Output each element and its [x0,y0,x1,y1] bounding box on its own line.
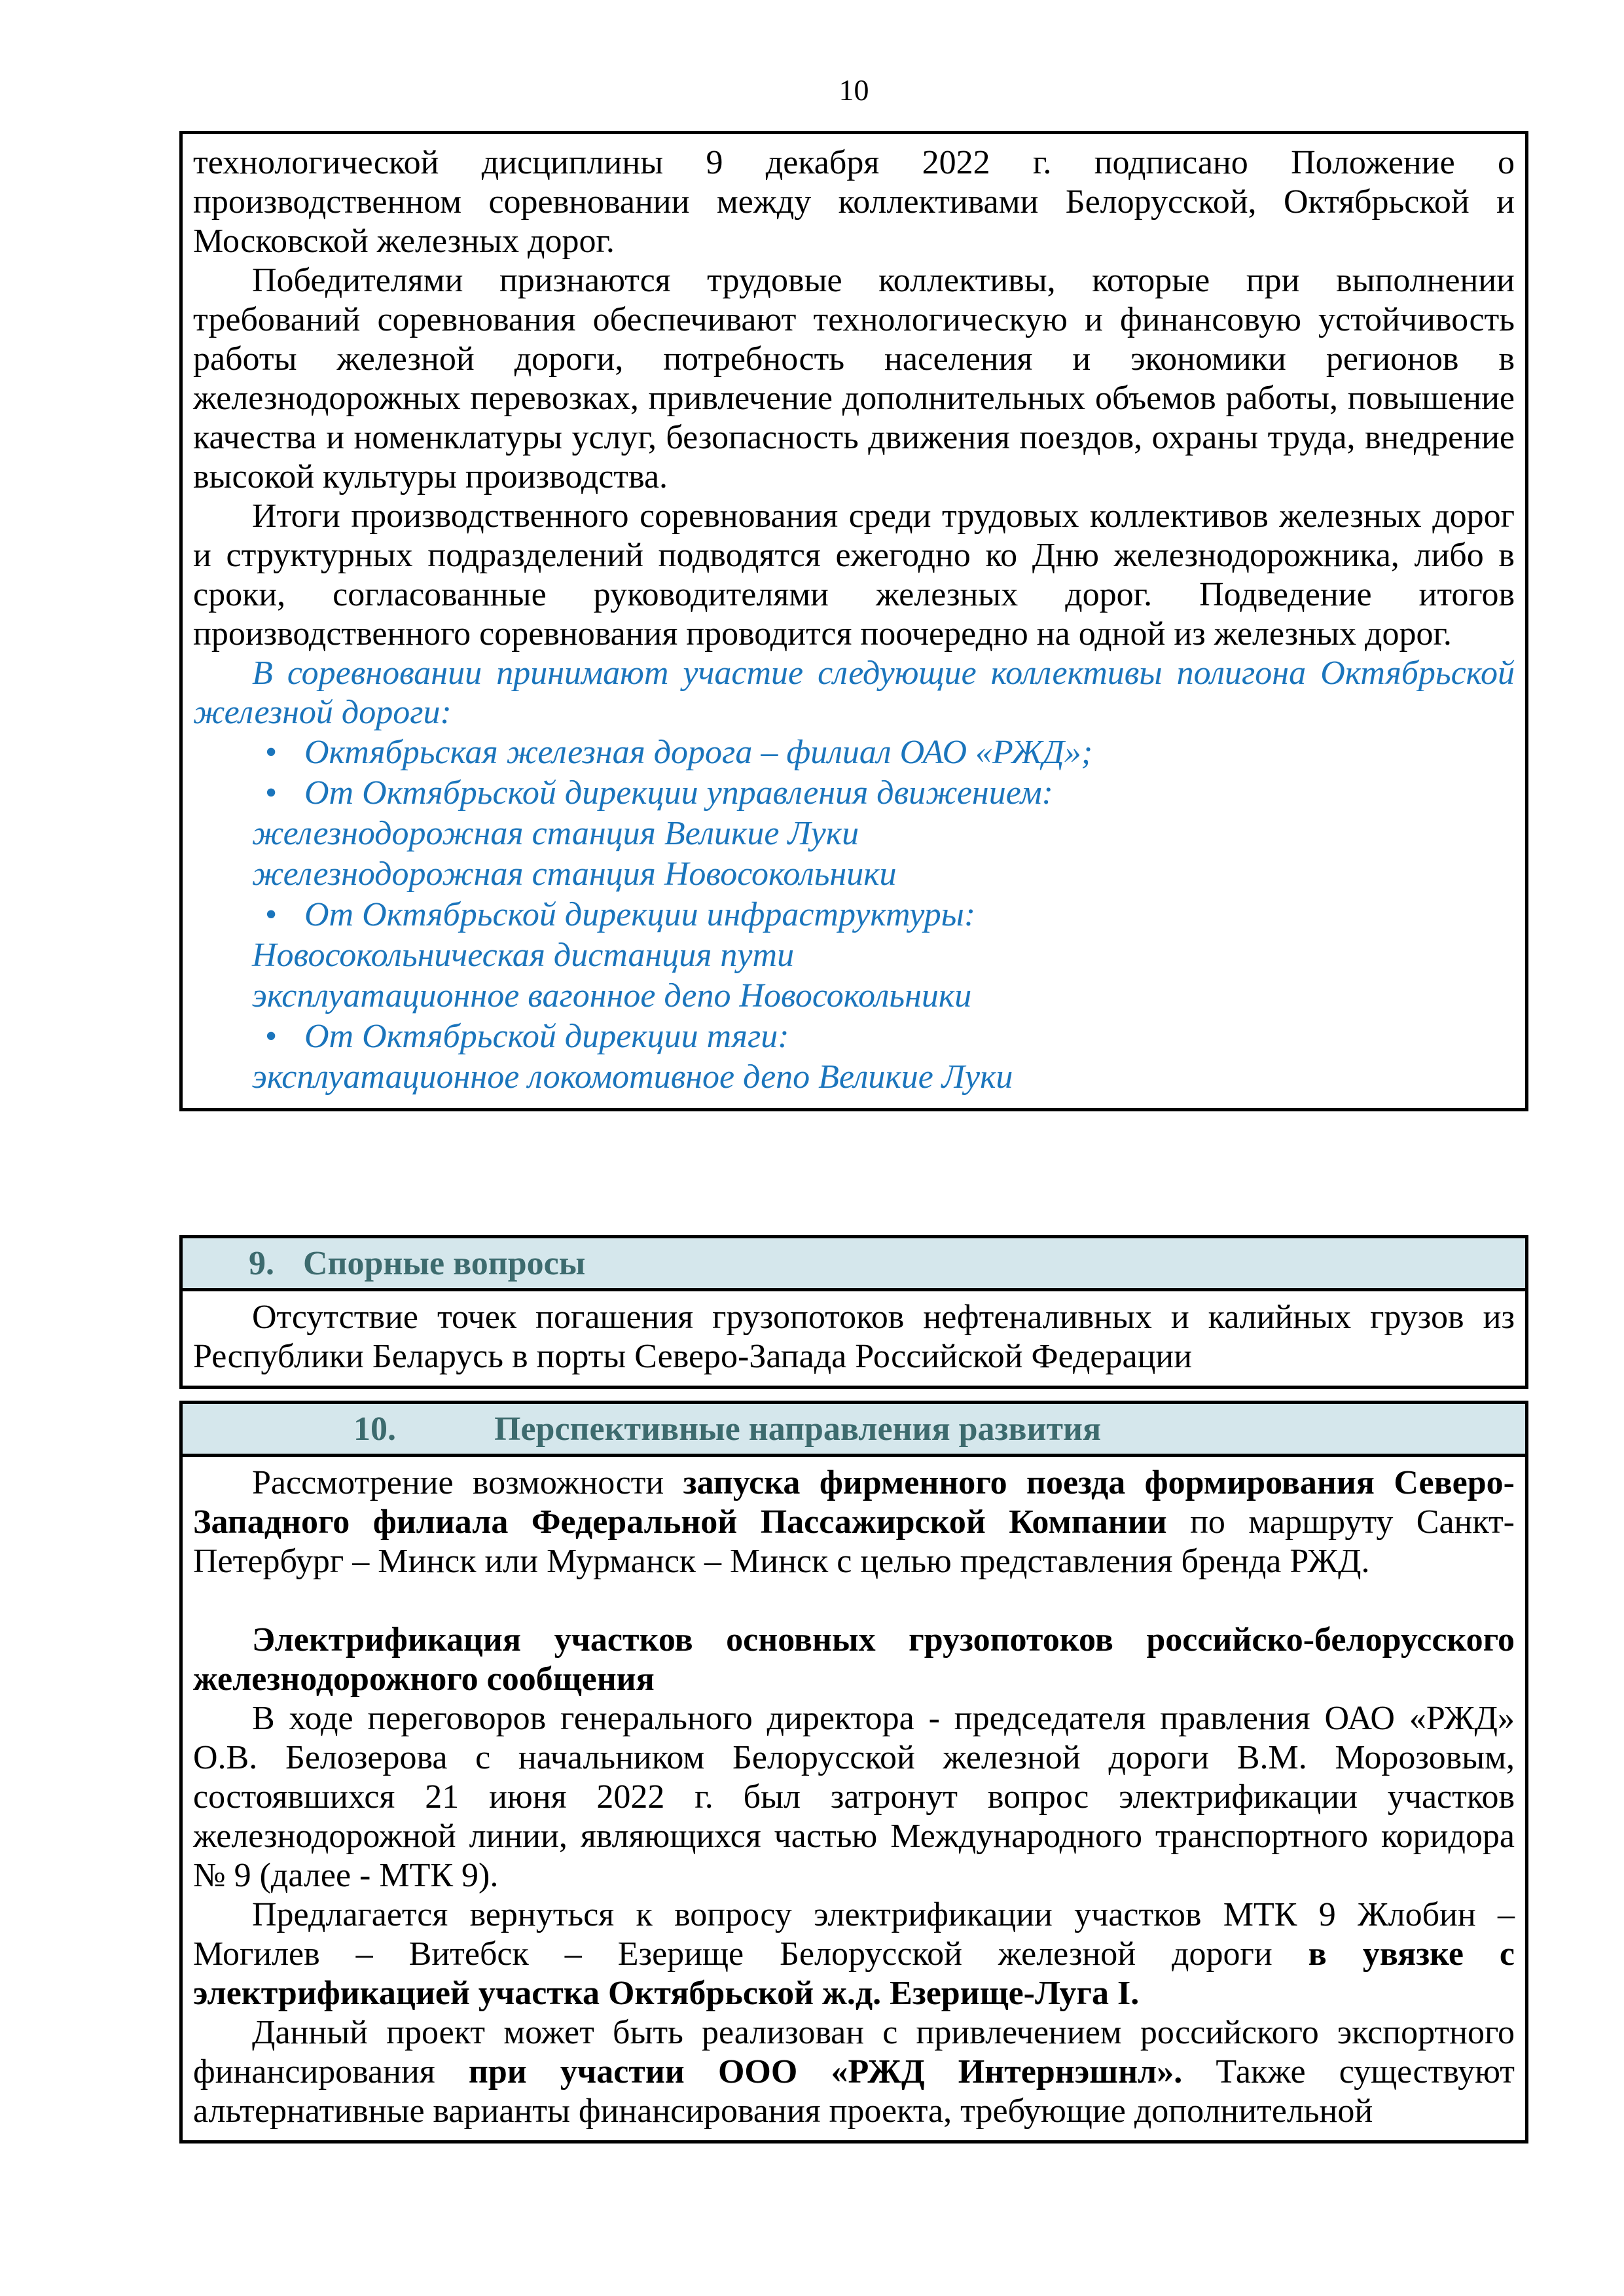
section-10-body [183,1457,1525,2140]
text-run: В соревновании принимают участие следующие коллективы полигона Октябрьской железной дороги: [193,655,1515,731]
section-9-body [183,1291,1525,1386]
paragraph [193,143,1515,261]
bold-text-run: запуска фирменного поезда формирования Северо-Западного филиала Федеральной Пассажирской Компании [193,1464,1515,1541]
bold-text-run: Электрификация участков основных грузопотоков российско-белорусского железнодорожного сообщения [193,1621,1515,1698]
bold-text-run: при участии ООО «РЖД Интернэшнл». [468,2053,1183,2090]
section-10-box [179,1401,1528,2144]
page-number: 10 [839,73,869,107]
text-run: Данный проект может быть реализован с привлечением российского экспортного финансирования [193,2014,1515,2090]
blue-list-line: Новосокольническая дистанция пути [252,937,795,974]
paragraph [193,1895,1515,2013]
blue-list-line: железнодорожная станция Новосокольники [252,855,897,893]
section-9-header [183,1238,1525,1291]
section-10-header [183,1404,1525,1457]
text-run: В ходе переговоров генерального директора - председателя правления ОАО «РЖД» О.В. Белозерова с начальником Белорусской железной дороги В.М. Морозовым, состоявшихся 21 июня 2022 г. был затронут вопрос электрификации участков железнодорожной линии, являющихся частью Международного транспортного коридора № 9 (далее - МТК 9). [193,1700,1515,1894]
paragraph [193,2013,1515,2131]
blue-bullet-item: • От Октябрьской дирекции тяги: [193,1016,1515,1057]
text-run: Также существуют альтернативные варианты финансирования проекта, требующие дополнительной [193,2053,1515,2130]
paragraph [193,1581,1515,1621]
section-9-box [179,1235,1528,1389]
paragraph [193,261,1515,497]
continuation-paragraphs [193,143,1515,732]
section-9-text: Отсутствие точек погашения грузопотоков нефтеналивных и калийных грузов из Республики Беларусь в порты Северо-Запада Российской Федерации [193,1299,1515,1375]
section-10-title: Перспективные направления развития [494,1410,1102,1448]
section-10-number: 10. [353,1410,396,1448]
text-run: Победителями признаются трудовые коллективы, которые при выполнении требований соревнования обеспечивают технологическую и финансовую устойчивость работы железной дороги, потребность населения и экономики регионов в железнодорожных перевозках, привлечение дополнительных объемов работы, повышение качества и номенклатуры услуг, безопасность движения поездов, охраны труда, внедрение высокой культуры производства. [193,262,1515,495]
blue-bullet-item: • От Октябрьской дирекции управления движением: [193,773,1515,814]
paragraph [193,1699,1515,1895]
paragraph [193,1621,1515,1699]
text-run: Итоги производственного соревнования среди трудовых коллективов железных дорог и структурных подразделений подводятся ежегодно ко Дню железнодорожника, либо в сроки, согласованные руководителями железных дорог. Подведение итогов производственного соревнования проводится поочередно на одной из железных дорог. [193,497,1515,653]
text-run: Предлагается вернуться к вопросу электрификации участков МТК 9 Жлобин – Могилев – Витебск – Езерище Белорусской железной дороги [193,1896,1515,1973]
paragraph [193,654,1515,732]
bold-text-run: в увязке с электрификацией участка Октябрьской ж.д. Езерище-Луга I. [193,1935,1515,2012]
text-run: по маршруту Санкт-Петербург – Минск или Мурманск – Минск с целью представления бренда РЖД. [193,1503,1515,1580]
blue-participants-list [193,732,1515,1098]
text-run: технологической дисциплины 9 декабря 2022 г. подписано Положение о производственном соревновании между коллективами Белорусской, Октябрьской и Московской железных дорог. [193,144,1515,260]
continuation-text-box [179,131,1528,1111]
blue-list-line: эксплуатационное вагонное депо Новосокольники [252,977,972,1014]
section-9-title: Спорные вопросы [303,1245,586,1282]
paragraph [193,497,1515,654]
paragraph [193,1463,1515,1581]
section-9-number: 9. [249,1245,274,1282]
blue-list-line: эксплуатационное локомотивное депо Великие Луки [252,1058,1013,1096]
blue-bullet-item: • От Октябрьской дирекции инфраструктуры: [193,895,1515,935]
text-run: Рассмотрение возможности [252,1464,683,1501]
blue-bullet-item: • Октябрьская железная дорога – филиал ОАО «РЖД»; [193,732,1515,773]
blue-list-line: железнодорожная станция Великие Луки [252,815,859,852]
